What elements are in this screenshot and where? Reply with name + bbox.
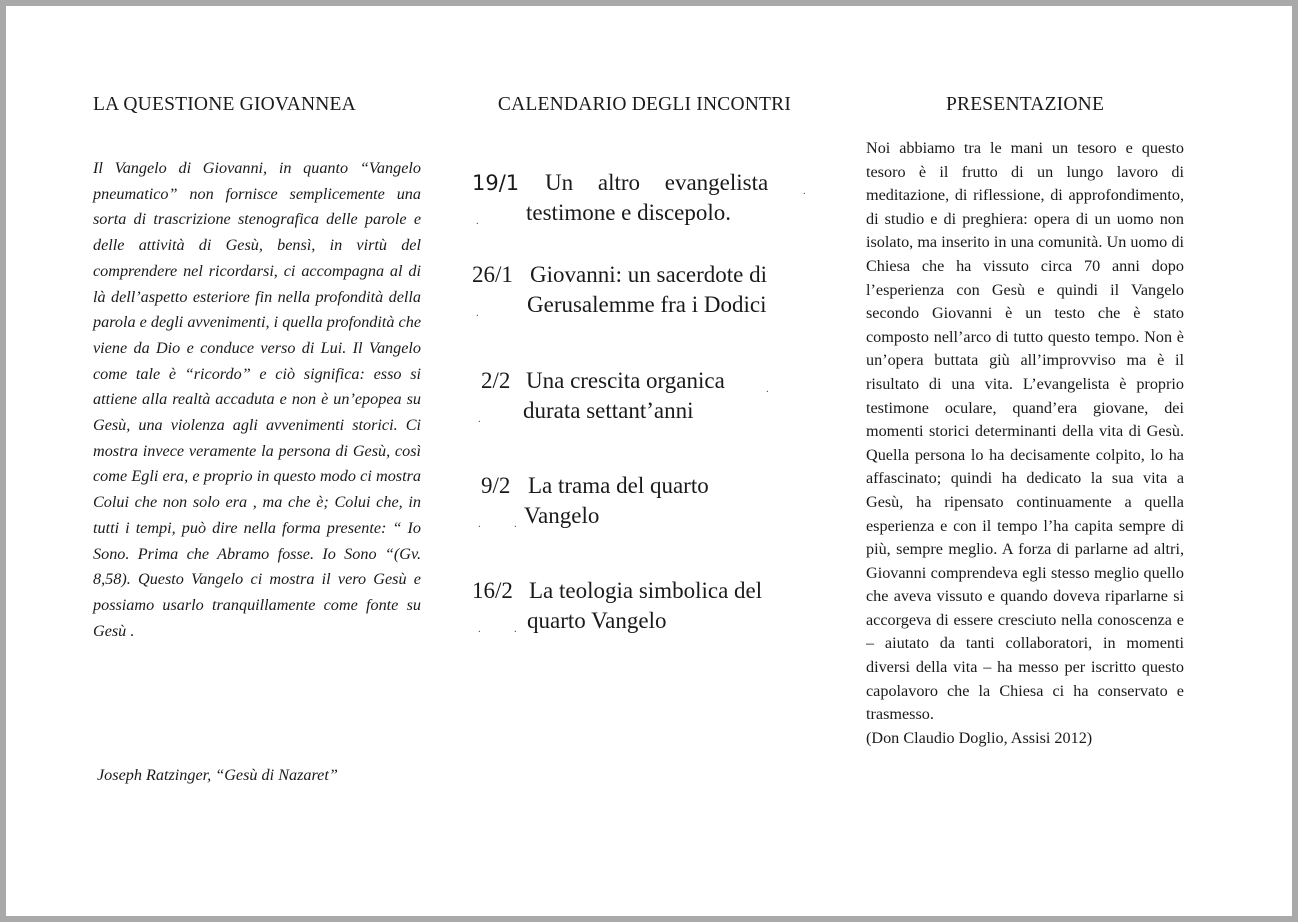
meeting-date: 9/2 [481,473,511,498]
presentazione-text [866,137,1184,750]
tab-leader-mark: . [514,518,517,530]
meeting-date: 19/1 [472,171,520,195]
meeting-title-line1: Giovanni: un sacerdote di [530,262,767,287]
meeting-title-line2: Vangelo [524,503,600,528]
tab-leader-mark: . [478,623,481,635]
meeting-title-line1: La teologia simbolica del [529,578,763,603]
meeting-title-line1: Una crescita organica [526,368,725,393]
calendario-heading: CALENDARIO DEGLI INCONTRI [497,94,792,115]
document-page [6,6,1292,916]
meeting-title-line1: La trama del quarto [528,473,709,498]
meeting-title-line2: durata settant’anni [523,398,694,423]
tab-leader-mark: . [514,623,517,635]
tab-leader-mark: . [766,383,769,395]
meeting-date: 2/2 [481,368,511,393]
meeting-title-line2: Gerusalemme fra i Dodici [527,292,767,317]
presentazione-signature: (Don Claudio Doglio, Assisi 2012) [866,728,1093,747]
meeting-title-line1: Un altro evangelista [545,170,769,195]
presentazione-heading: PRESENTAZIONE [945,94,1105,115]
quote-attribution: Joseph Ratzinger, “Gesù di Nazaret” [97,766,338,784]
tab-leader-mark: . [476,215,479,227]
tab-leader-mark: . [478,413,481,425]
meeting-title-line2: testimone e discepolo. [526,200,732,225]
presentazione-body: Noi abbiamo tra le mani un tesoro e questo tesoro è il frutto di un lungo lavoro di meditazione, di riflessione, di approfondimento, di studio e di preghiera: opera di un uomo non isolato, ma inserito in una comunità. Un uomo di Chiesa che ha vissuto circa 70 anni dopo l’esperienza con Gesù e quindi il Vangelo secondo Giovanni è un testo che è stato composto nell’arco di tutto questo tempo. Non è un’opera buttata giù all’improvviso ma è il risultato di una vita. L’evangelista è proprio testimone oculare, quand’era giovane, dei momenti storici determinanti della vita di Gesù. Quella persona lo ha decisamente colpito, lo ha affascinato; quindi ha dedicato la sua vita a Gesù, ha ripensato continuamente a quella esperienza e con il tempo l’ha capita sempre di più, sempre meglio. A forza di parlarne ad altri, Giovanni comprendeva egli stesso meglio quello che aveva vissuto e quando doveva riparlarne si accorgeva di essere cresciuto nella conoscenza e – aiutato da tanti collaboratori, in momenti diversi della vita – ha messo per iscritto questo capolavoro che la Chiesa ci ha conservato e trasmesso. [866,139,1184,724]
meeting-date: 26/1 [472,262,513,287]
tab-leader-mark: . [478,518,481,530]
meeting-date: 16/2 [472,578,513,603]
tab-leader-mark: . [803,185,806,197]
ratzinger-quote: Il Vangelo di Giovanni, in quanto “Vangelo pneumatico” non fornisce semplicemente una sorta di trascrizione stenografica delle parole e delle attività di Gesù, bensì, in virtù del comprendere nel ricordarsi, ci accompagna al di là dell’aspetto esteriore fin nella profondità della parola e degli avvenimenti, i quella profondità che viene da Dio e conduce verso di Lui. Il Vangelo come tale è “ricordo” e ciò significa: esso si attiene alla realtà accaduta e non è un’epopea su Gesù, una violenza agli avvenimenti storici. Ci mostra invece veramente la persona di Gesù, così come Egli era, e proprio in questo modo ci mostra Colui che non solo era , ma che è; Colui che, in tutti i tempi, può dire nella forma presente: “ Io Sono. Prima che Abramo fosse. Io Sono “(Gv. 8,58). Questo Vangelo ci mostra il vero Gesù e possiamo usarlo tranquillamente come fonte su Gesù . [93,159,421,640]
tab-leader-mark: . [476,307,479,319]
meeting-title-line2: quarto Vangelo [527,608,667,633]
questione-heading: LA QUESTIONE GIOVANNEA [93,94,356,115]
